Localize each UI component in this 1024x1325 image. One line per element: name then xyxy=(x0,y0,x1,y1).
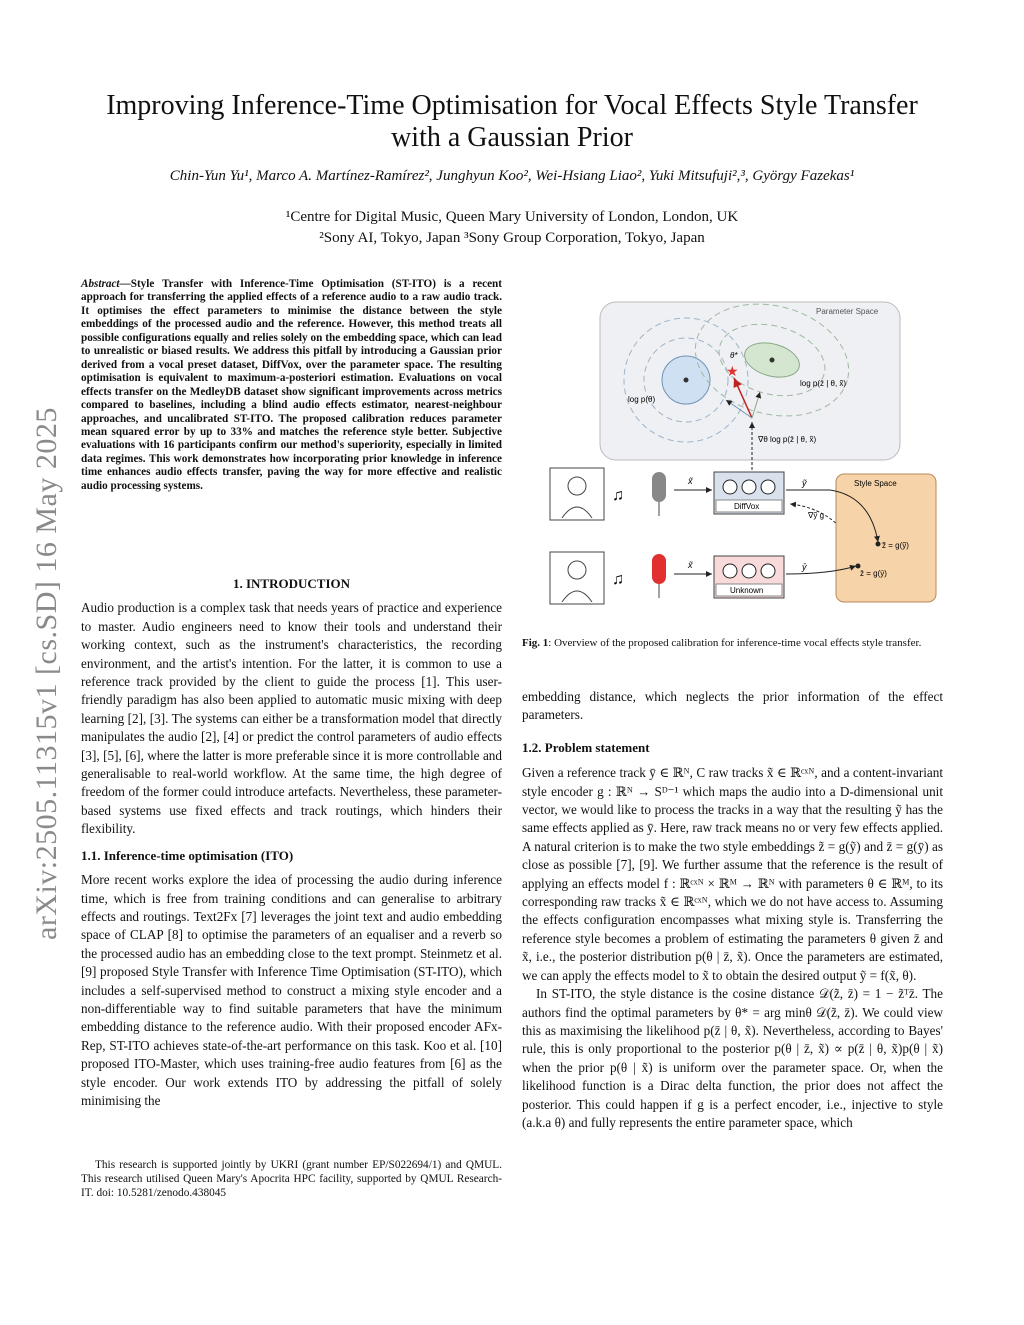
continuation-paragraph: embedding distance, which neglects the prior information of the effect parameters. xyxy=(522,689,943,723)
footnote xyxy=(81,1158,502,1200)
diffvox-label: DiffVox xyxy=(734,502,760,511)
knob-2 xyxy=(742,480,756,494)
z-tilde-point xyxy=(876,542,881,547)
affiliation-2: ²Sony AI, Tokyo, Japan ³Sony Group Corporation, Tokyo, Japan xyxy=(319,230,705,246)
y-bar-label: ȳ xyxy=(802,562,807,572)
stito-paragraph: In ST-ITO, the style distance is the cosine distance 𝒟(z̃, z̄) = 1 − z̃ᵀz̄. The authors find the optimal parameters by θ* = arg minθ 𝒟(z̃, z̄). We could view this as maximising the likelihood p(z̄ | θ, x̃). Nevertheless, according to Bayes' rule, this is only proportional to the posterior p(θ | z̄, x̃) ∝ p(z̄ | θ, x̃)p(θ | x̃) when the prior p(θ | x̃) is uniform over the parameter space. Or, when the likelihood function is a Dirac delta function, the prior does not affect the posterior. This could happen if g is a perfect encoder, i.e., injective to style (a.k.a θ) and fully represents the entire parameter space, which xyxy=(522,986,943,1130)
knob-1 xyxy=(723,480,737,494)
figure-caption-label: Fig. 1 xyxy=(522,637,549,649)
affiliations xyxy=(60,207,964,249)
knob-6 xyxy=(761,564,775,578)
knob-5 xyxy=(742,564,756,578)
footnote-text: This research is supported jointly by UKRI (grant number EP/S022694/1) and QMUL. This research utilised Queen Mary's Apocrita HPC facility, supported by QMUL Research-IT. doi: 10.5281/zenodo.438045 xyxy=(81,1159,502,1199)
log-likelihood-label: log p(z̄ | θ, x̃) xyxy=(800,379,847,388)
section-heading-ito: 1.1. Inference-time optimisation (ITO) xyxy=(81,847,294,863)
section-heading-introduction: 1. INTRODUCTION xyxy=(232,576,350,591)
z-bar-label: z̄ = g(ȳ) xyxy=(860,569,887,578)
y-tilde-label: ỹ xyxy=(802,478,807,488)
title-line-2: with a Gaussian Prior xyxy=(391,122,633,153)
style-space-box xyxy=(836,474,936,602)
abstract-body: —Style Transfer with Inference-Time Optimisation (ST-ITO) is a recent approach for transferring the applied effects of a reference audio to a raw audio track. It optimises the effect parameters to minimise the distance between the style embeddings of the processed audio and the reference. However, this method treats all possible configurations equally and relies solely on the embedding space, which can lead to unrealistic or biased results. We address this pitfall by introducing a Gaussian prior derived from a vocal preset dataset, DiffVox, over the parameter space. The resulting optimisation is equivalent to maximum-a-posteriori estimation. Evaluations on vocal effects transfer on the MedleyDB dataset show significant improvements across metrics compared to baselines, including a blind audio effects estimator, nearest-neighbour approaches, and uncalibrated ST-ITO. The proposed calibration reduces parameter mean squared error by up to 33% and matches the reference style better. Subjective evaluations with 16 participants confirm our method's superiority, especially in limited data regimes. This work demonstrates how incorporating prior knowledge in inference time enhances audio effects transfer, paving the way for more effective and realistic audio processing systems. xyxy=(81,278,502,492)
parameter-space-label: Parameter Space xyxy=(816,307,879,316)
intro-paragraph: Audio production is a complex task that needs years of practice and experience to master. Audio engineers need to know their tools and understand their working context, such as the instrument's characteristics, the recording environment, and the artist's intention. For the latter, it is common to use a reference track provided by the client to guide the process [1]. This user-friendly paradigm has also been applied to automatic music mixing with deep learning [2], [3]. The systems can either be a transformation model that directly manipulates the audio [2], [4] or predict the control parameters of audio effects [3], [5], [6], where the latter is more preferable since it is more controllable and generalisable to real-world workflow. At the same time, the high degree of freedom of the former could introduce artefacts. Nevertheless, these parameter-based systems use fixed effects and track routings, which hinders their flexibility. xyxy=(81,600,502,837)
unknown-label: Unknown xyxy=(730,586,764,595)
figure-caption xyxy=(522,636,943,650)
microphone-gray xyxy=(652,472,666,502)
problem-paragraph: Given a reference track ȳ ∈ ℝᴺ, C raw tracks x̃ ∈ ℝᶜˣᴺ, and a content-invariant style encoder g : ℝᴺ → Sᴰ⁻¹ which maps the audio into a D-dimensional unit vector, we would like to process the tracks in a way that the resulting ỹ has the same effects applied as ȳ. Here, raw track means no or very few effects applied. A natural criterion is to make the two style embeddings z̃ = g(ỹ) and z̄ = g(ȳ) as close as possible [7], [9]. We further assume that the reference is the result of applying an effects model f : ℝᶜˣᴺ × ℝᴹ → ℝᴺ with parameters θ ∈ ℝᴹ, to its corresponding raw tracks x̃ ∈ ℝᶜˣᴺ, which we do not have access to. Assuming the effects configuration encompasses what mixing style is. Transferring the reference style becomes a problem of estimating the parameters θ given z̄ and x̃, i.e., the posterior distribution p(θ | z̄, x̃). Once the parameters are estimated, we can apply the effects model to x̃ to obtain the desired output ỹ = f(x̃, θ). xyxy=(522,765,943,983)
authors: Chin-Yun Yu¹, Marco A. Martínez-Ramírez², Junghyun Koo², Wei-Hsiang Liao², Yuki Mitsufuji²,³, György Fazekas¹ xyxy=(169,168,855,184)
style-space-label: Style Space xyxy=(854,479,897,488)
x-tilde-top: x̃ xyxy=(688,476,693,486)
grad-y-label: ∇ỹ g xyxy=(808,511,825,520)
figure-1 xyxy=(540,296,960,616)
star-icon: ★ xyxy=(726,363,739,379)
knob-3 xyxy=(761,480,775,494)
parameter-space-box xyxy=(600,302,900,460)
title-line-1: Improving Inference-Time Optimisation for Vocal Effects Style Transfer xyxy=(106,90,918,121)
figure-caption-text: : Overview of the proposed calibration for inference-time vocal effects style transfer. xyxy=(548,637,922,649)
paper-title xyxy=(60,90,964,154)
abstract xyxy=(81,278,502,493)
ito-paragraph: More recent works explore the idea of processing the audio during inference time, which is free from training conditions and can generalise to arbitrary effects and routings. Text2Fx [7] leverages the joint text and audio embedding space of CLAP [8] to optimise the parameters of an equaliser and a reverb so the processed audio has an embedding close to the text prompt. Steinmetz et al. [9] proposed Style Transfer with Inference Time Optimisation (ST-ITO), which includes a self-supervised method to construct a mixing style encoder and a non-differentiable way to find suitable parameters that have the minimum embedding distance to the reference audio. With their proposed encoder AFx-Rep, ST-ITO achieves state-of-the-art performance on this task. Koo et al. [10] proposed ITO-Master, which uses training-free audio features from [6] as the style encoder. Our work extends ITO by addressing the pitfall of solely minimising the xyxy=(81,872,502,1108)
prior-mean xyxy=(684,378,689,383)
singer-icon-bottom xyxy=(550,552,604,604)
music-notes-icon-bottom: ♫ xyxy=(612,571,624,588)
abstract-label: Abstract xyxy=(81,278,120,290)
introduction-section xyxy=(81,575,502,1110)
section-heading-problem: 1.2. Problem statement xyxy=(522,739,650,755)
singer-icon-top xyxy=(550,468,604,520)
log-prior-label: log p(θ) xyxy=(628,395,656,404)
z-tilde-label: z̃ = g(ỹ) xyxy=(882,541,909,550)
music-notes-icon-top: ♫ xyxy=(612,487,624,504)
x-tilde-bottom: x̃ xyxy=(688,560,693,570)
theta-star-label: θ* xyxy=(730,351,738,360)
likelihood-mean xyxy=(770,358,775,363)
knob-4 xyxy=(723,564,737,578)
affiliation-1: ¹Centre for Digital Music, Queen Mary University of London, London, UK xyxy=(285,209,739,225)
right-column-text xyxy=(522,688,943,1132)
arxiv-side-label: arXiv:2505.11315v1 [cs.SD] 16 May 2025 xyxy=(30,407,63,940)
gradient-label: ∇θ log p(z̄ | θ, x̃) xyxy=(758,435,817,444)
microphone-red xyxy=(652,554,666,584)
z-bar-point xyxy=(856,564,861,569)
